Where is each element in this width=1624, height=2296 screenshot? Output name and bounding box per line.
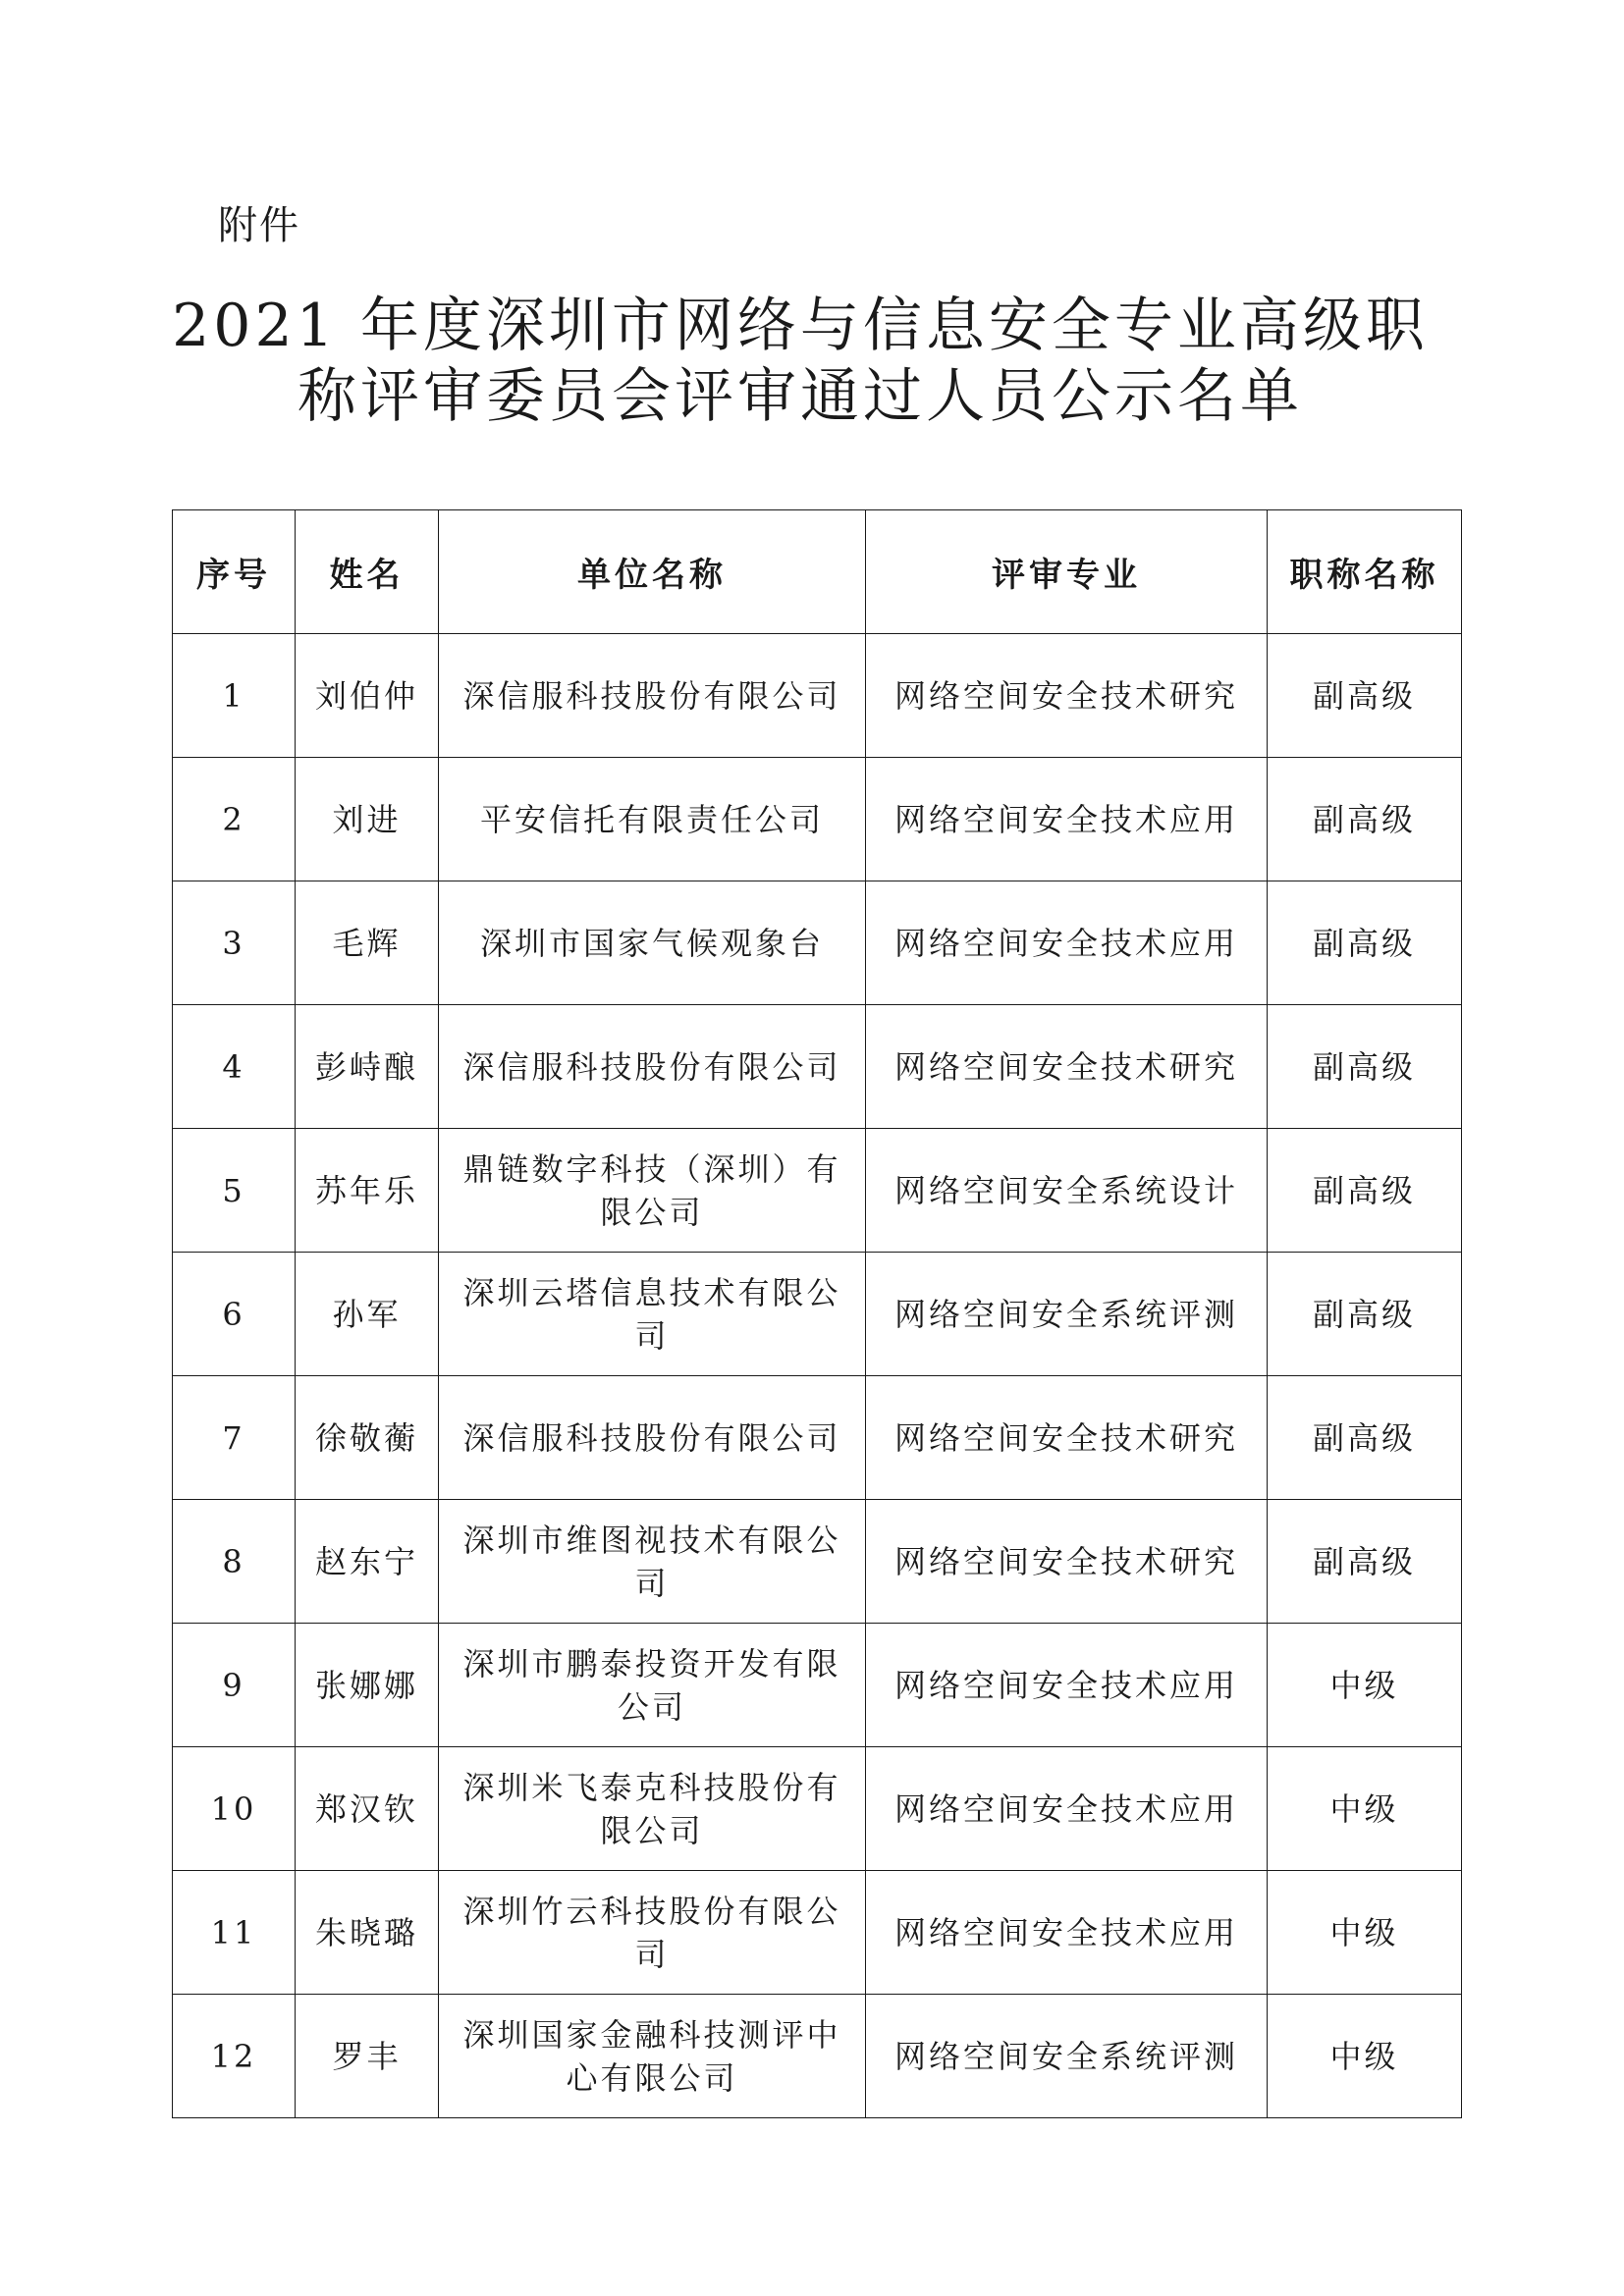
title-line-2: 称评审委员会评审通过人员公示名单: [298, 362, 1303, 431]
cell-no: 7: [173, 1376, 296, 1500]
cell-name: 刘进: [296, 758, 439, 881]
cell-grade: 中级: [1268, 1624, 1462, 1747]
cell-grade: 副高级: [1268, 1253, 1462, 1376]
cell-name: 苏年乐: [296, 1129, 439, 1253]
cell-grade: 副高级: [1268, 1005, 1462, 1129]
cell-name: 徐敬蘅: [296, 1376, 439, 1500]
cell-specialty: 网络空间安全系统评测: [866, 1995, 1268, 2118]
table-row: [173, 1871, 1462, 1995]
cell-organization: 鼎链数字科技（深圳）有限公司: [439, 1129, 866, 1253]
table-row: [173, 1747, 1462, 1871]
cell-name: 毛辉: [296, 881, 439, 1005]
cell-specialty: 网络空间安全技术研究: [866, 1500, 1268, 1624]
header-grade: 职称名称: [1268, 510, 1462, 634]
cell-organization: 深信服科技股份有限公司: [439, 1005, 866, 1129]
cell-specialty: 网络空间安全技术应用: [866, 1871, 1268, 1995]
cell-no: 2: [173, 758, 296, 881]
cell-no: 11: [173, 1871, 296, 1995]
cell-organization: 深圳云塔信息技术有限公司: [439, 1253, 866, 1376]
cell-grade: 副高级: [1268, 881, 1462, 1005]
cell-name: 郑汉钦: [296, 1747, 439, 1871]
table-row: [173, 634, 1462, 758]
cell-grade: 副高级: [1268, 758, 1462, 881]
cell-name: 张娜娜: [296, 1624, 439, 1747]
cell-grade: 副高级: [1268, 1129, 1462, 1253]
cell-organization: 深圳市国家气候观象台: [439, 881, 866, 1005]
header-specialty: 评审专业: [866, 510, 1268, 634]
cell-name: 彭峙酿: [296, 1005, 439, 1129]
table-row: [173, 1624, 1462, 1747]
table-row: [173, 758, 1462, 881]
table-body: [173, 634, 1462, 2118]
table-row: [173, 1500, 1462, 1624]
roster-table: [172, 509, 1462, 2118]
cell-organization: 深圳竹云科技股份有限公司: [439, 1871, 866, 1995]
cell-grade: 副高级: [1268, 634, 1462, 758]
cell-grade: 中级: [1268, 1995, 1462, 2118]
cell-name: 赵东宁: [296, 1500, 439, 1624]
cell-specialty: 网络空间安全技术应用: [866, 1624, 1268, 1747]
cell-no: 3: [173, 881, 296, 1005]
attachment-label: 附件: [218, 203, 300, 248]
header-name: 姓名: [296, 510, 439, 634]
cell-no: 10: [173, 1747, 296, 1871]
cell-specialty: 网络空间安全技术研究: [866, 1376, 1268, 1500]
cell-specialty: 网络空间安全系统设计: [866, 1129, 1268, 1253]
title-line-1: 2021 年度深圳市网络与信息安全专业高级职: [172, 292, 1429, 360]
cell-no: 5: [173, 1129, 296, 1253]
cell-specialty: 网络空间安全技术应用: [866, 881, 1268, 1005]
cell-specialty: 网络空间安全技术应用: [866, 758, 1268, 881]
cell-grade: 副高级: [1268, 1376, 1462, 1500]
cell-no: 9: [173, 1624, 296, 1747]
table-row: [173, 1129, 1462, 1253]
cell-no: 4: [173, 1005, 296, 1129]
table-row: [173, 1253, 1462, 1376]
document-title: [147, 291, 1453, 432]
cell-specialty: 网络空间安全系统评测: [866, 1253, 1268, 1376]
cell-grade: 中级: [1268, 1747, 1462, 1871]
table-row: [173, 1995, 1462, 2118]
cell-name: 朱晓璐: [296, 1871, 439, 1995]
table-header-row: [173, 510, 1462, 634]
header-no: 序号: [173, 510, 296, 634]
table-row: [173, 1005, 1462, 1129]
cell-grade: 中级: [1268, 1871, 1462, 1995]
cell-organization: 深圳市鹏泰投资开发有限公司: [439, 1624, 866, 1747]
cell-specialty: 网络空间安全技术应用: [866, 1747, 1268, 1871]
cell-organization: 平安信托有限责任公司: [439, 758, 866, 881]
cell-grade: 副高级: [1268, 1500, 1462, 1624]
table-row: [173, 1376, 1462, 1500]
cell-no: 8: [173, 1500, 296, 1624]
table-row: [173, 881, 1462, 1005]
cell-organization: 深信服科技股份有限公司: [439, 634, 866, 758]
cell-name: 罗丰: [296, 1995, 439, 2118]
cell-organization: 深圳米飞泰克科技股份有限公司: [439, 1747, 866, 1871]
cell-no: 1: [173, 634, 296, 758]
cell-no: 6: [173, 1253, 296, 1376]
header-organization: 单位名称: [439, 510, 866, 634]
cell-name: 孙军: [296, 1253, 439, 1376]
cell-organization: 深圳市维图视技术有限公司: [439, 1500, 866, 1624]
cell-specialty: 网络空间安全技术研究: [866, 634, 1268, 758]
cell-organization: 深信服科技股份有限公司: [439, 1376, 866, 1500]
cell-no: 12: [173, 1995, 296, 2118]
cell-specialty: 网络空间安全技术研究: [866, 1005, 1268, 1129]
cell-organization: 深圳国家金融科技测评中心有限公司: [439, 1995, 866, 2118]
cell-name: 刘伯仲: [296, 634, 439, 758]
